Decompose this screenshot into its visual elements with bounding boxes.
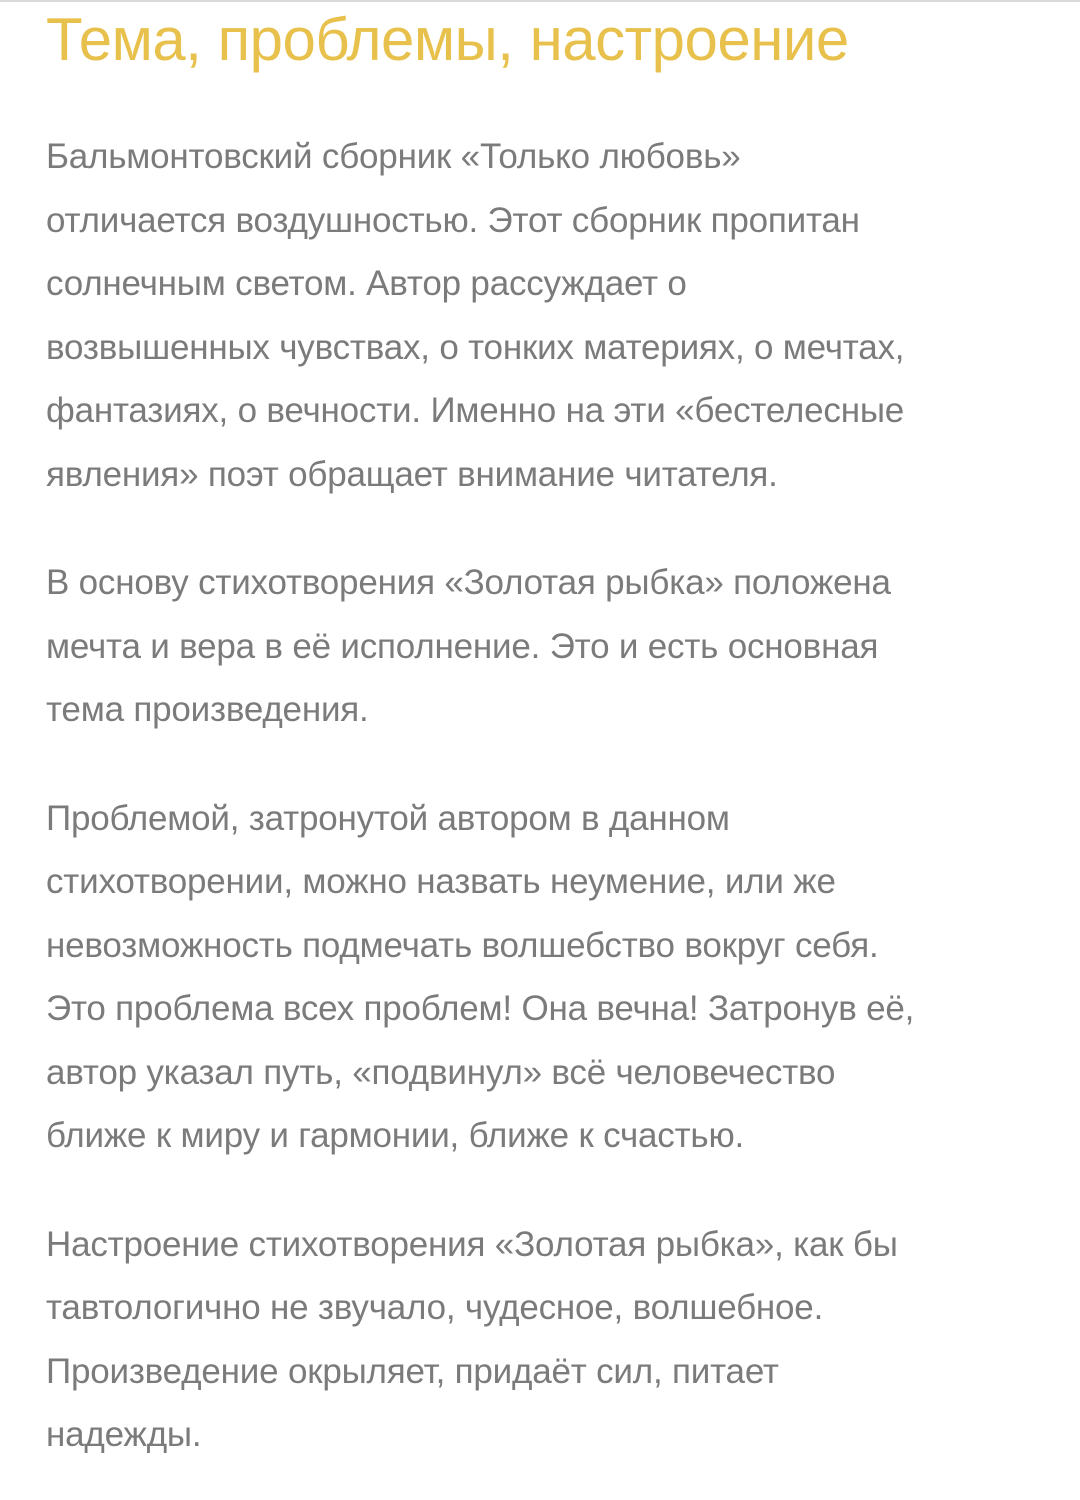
text-line: ближе к миру и гармонии, ближе к счастью. — [46, 1116, 745, 1155]
text-line: автор указал путь, «подвинул» всё человечество — [46, 1052, 836, 1092]
text-line: надежды. — [46, 1415, 202, 1454]
text-line: Настроение стихотворения «Золотая рыбка», как бы — [46, 1224, 898, 1264]
text-line: отличается воздушностью. Этот сборник пропитан — [46, 200, 860, 240]
text-line: Это проблема всех проблем! Она вечна! Затронув её, — [46, 989, 915, 1028]
paragraph-collection-description — [46, 125, 1036, 506]
text-line: стихотворении, можно назвать неумение, или же — [46, 862, 836, 901]
paragraph-mood — [46, 1213, 1036, 1467]
paragraph-theme — [46, 551, 1036, 742]
text-line: тема произведения. — [46, 690, 369, 729]
text-line: Бальмонтовский сборник «Только любовь» — [46, 137, 741, 176]
text-line: возвышенных чувствах, о тонких материях, о мечтах, — [46, 327, 905, 367]
article — [46, 0, 1036, 1467]
text-line: тавтологично не звучало, чудесное, волшебное. — [46, 1288, 824, 1327]
text-line: явления» поэт обращает внимание читателя. — [46, 454, 778, 494]
text-line: невозможность подмечать волшебство вокруг себя. — [46, 925, 879, 965]
text-line: Проблемой, затронутой автором в данном — [46, 798, 730, 838]
text-line: мечта и вера в её исполнение. Это и есть основная — [46, 626, 879, 666]
text-line: солнечным светом. Автор рассуждает о — [46, 264, 687, 303]
text-line: фантазиях, о вечности. Именно на эти «бестелесные — [46, 391, 905, 430]
paragraph-problem — [46, 787, 1036, 1168]
text-line: В основу стихотворения «Золотая рыбка» положена — [46, 563, 891, 602]
section-heading: Тема, проблемы, настроение — [46, 6, 849, 73]
text-line: Произведение окрыляет, придаёт сил, питает — [46, 1351, 779, 1391]
